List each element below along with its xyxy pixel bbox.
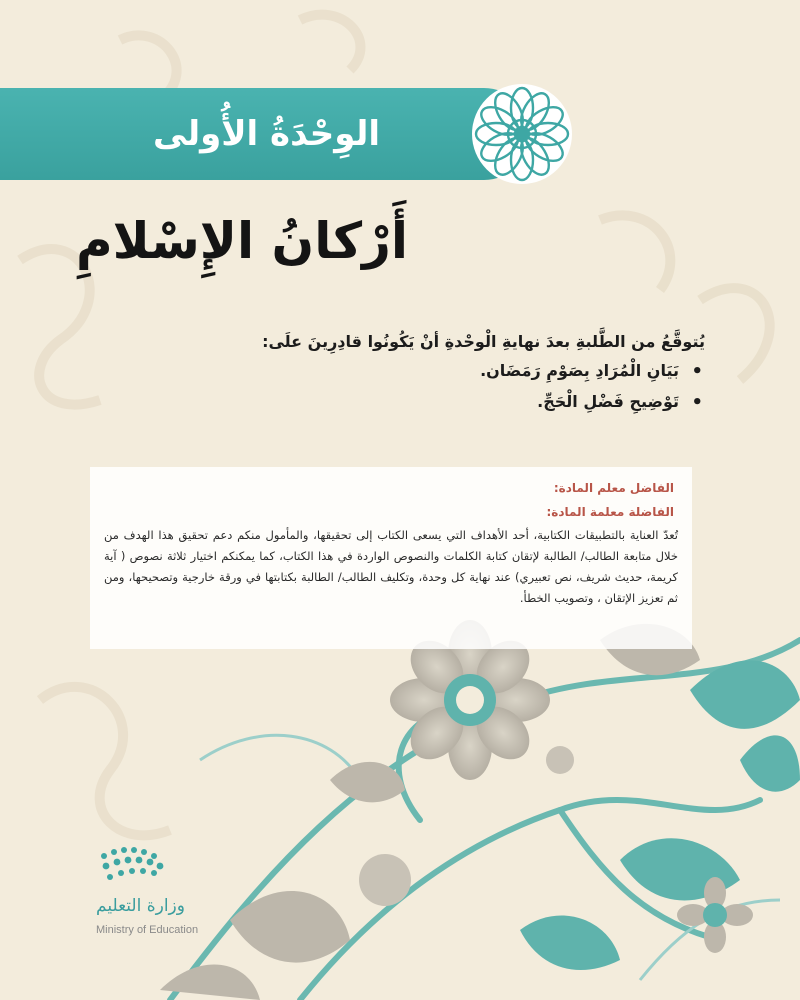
unit-banner [0,88,530,180]
note-heading-male: الفاضل معلم المادة: [553,481,674,495]
objective-text: تَوْضِيحِ فَضْلِ الْحَجِّ. [537,392,679,411]
objectives-section [145,332,705,423]
bullet-icon: • [691,392,703,413]
objectives-intro: يُتوقَّعُ من الطَّلبةِ بعدَ نهايةِ الْوحْدةِ أنْ يَكُونُوا قادِرِينَ علَى: [262,332,705,351]
list-item [145,361,705,380]
ministry-name-english: Ministry of Education [96,924,199,936]
note-heading-female: الفاضلة معلمة المادة: [546,505,674,519]
lesson-title: أَرْكانُ الإِسْلامِ [75,212,408,270]
list-item [145,392,705,411]
note-body: تُعدّ العناية بالتطبيقات الكتابية، أحد الأهداف التي يسعى الكتاب إلى تحقيقها، والمأمول منكم دعم تحقيق هذا الهدف من خلال متابعة الطالب/ الطالبة لإتقان كتابة الكلمات والنصوص الواردة في هذا الكتاب، كما يمكنكم اختيار ثلاثة نصوص ( آية كريمة، حديث شريف، نص تعبيري) عند نهاية كل وحدة، وتكليف الطالب/ الطالبة بكتابتها في ورقة خارجية وتصحيحها، ومن ثم تعزيز الإتقان ، وتصويب الخطأ. [104,528,678,605]
teacher-note-box [90,467,692,649]
unit-title: الوِحْدَةُ الأُولى [152,114,380,154]
objective-text: بَيَانِ الْمُرَادِ بِصَوْمِ رَمَضَان. [480,361,679,380]
ministry-name-arabic: وزارة التعليم [96,896,185,916]
rosette-icon [470,82,574,186]
bullet-icon: • [691,361,703,382]
objectives-list [145,361,705,411]
